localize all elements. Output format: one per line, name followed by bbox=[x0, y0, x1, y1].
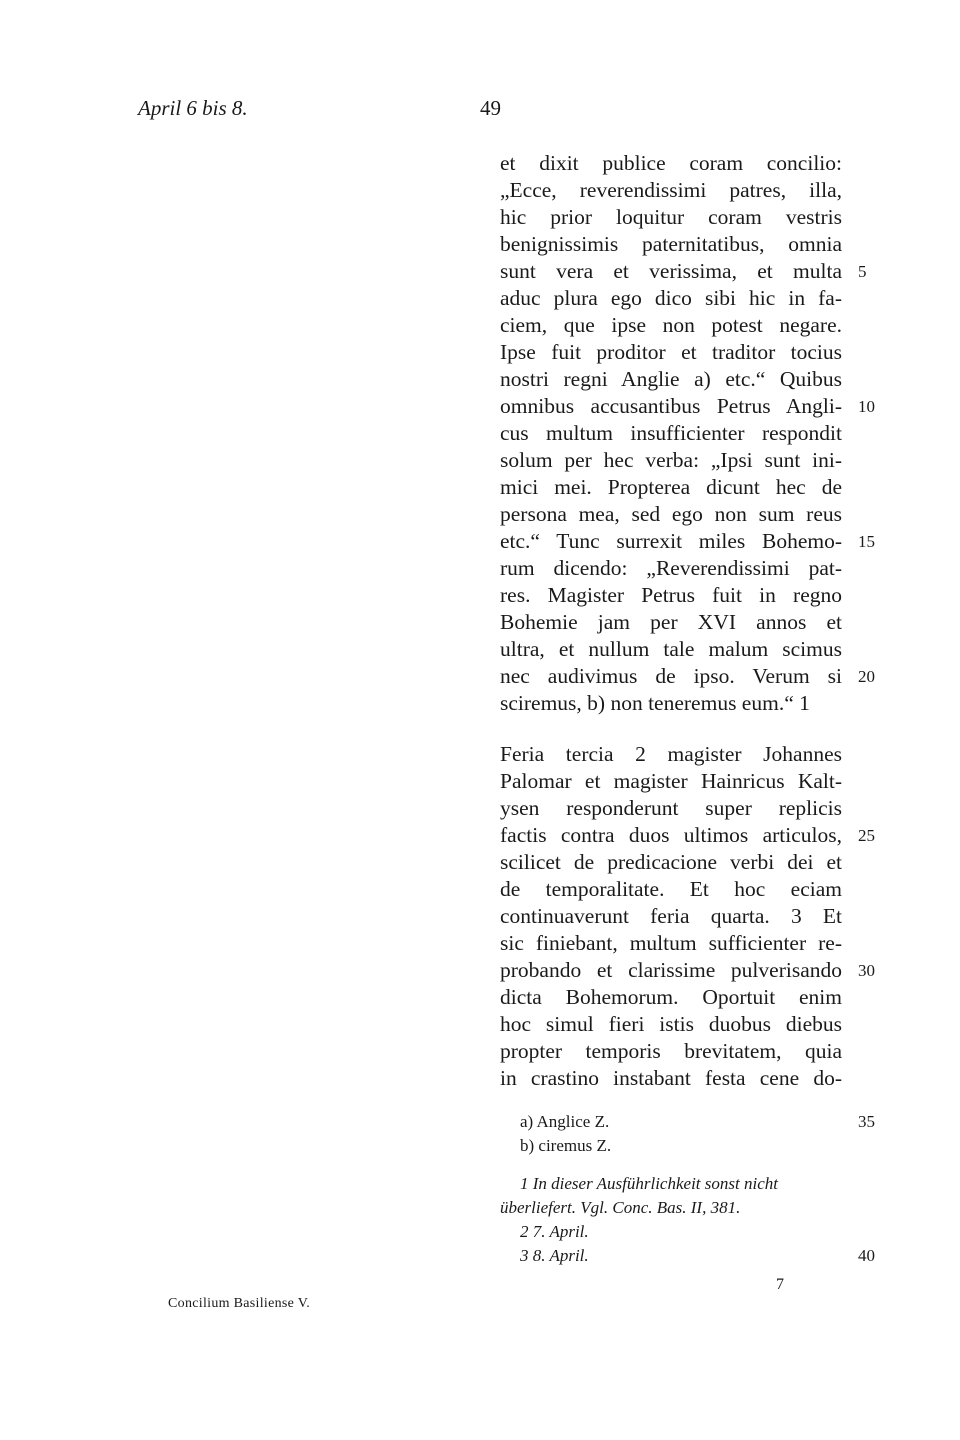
line-number: 35 bbox=[858, 1112, 875, 1131]
text-line: omnibus accusantibus Petrus Angli- bbox=[500, 394, 842, 418]
line-number: 20 bbox=[858, 667, 875, 686]
text-line: etc.“ Tunc surrexit miles Bohemo- bbox=[500, 529, 842, 553]
text-line: dicta Bohemorum. Oportuit enim bbox=[500, 985, 842, 1009]
footnote: 1 In dieser Ausführlichkeit sonst nicht bbox=[520, 1174, 778, 1193]
text-line: de temporalitate. Et hoc eciam bbox=[500, 877, 842, 901]
footnote: 2 7. April. bbox=[520, 1222, 589, 1241]
text-line: mici mei. Propterea dicunt hec de bbox=[500, 475, 842, 499]
line-number: 5 bbox=[858, 262, 867, 281]
text-line: sunt vera et verissima, et multa bbox=[500, 259, 842, 283]
text-line: probando et clarissime pulverisando bbox=[500, 958, 842, 982]
apparatus-note: a) Anglice Z. bbox=[520, 1112, 610, 1131]
text-line: persona mea, sed ego non sum reus bbox=[500, 502, 842, 526]
page-number: 49 bbox=[480, 96, 501, 120]
text-line: propter temporis brevitatem, quia bbox=[500, 1039, 842, 1063]
text-line: solum per hec verba: „Ipsi sunt ini- bbox=[500, 448, 842, 472]
line-number: 40 bbox=[858, 1246, 875, 1265]
line-number: 25 bbox=[858, 826, 875, 845]
text-line: Palomar et magister Hainricus Kalt- bbox=[500, 769, 842, 793]
text-line: scilicet de predicacione verbi dei et bbox=[500, 850, 842, 874]
signature-mark: 7 bbox=[776, 1276, 784, 1293]
text-line: et dixit publice coram concilio: bbox=[500, 151, 842, 175]
text-line: rum dicendo: „Reverendissimi pat- bbox=[500, 556, 842, 580]
text-line: in crastino instabant festa cene do- bbox=[500, 1066, 842, 1090]
text-line: benignissimis paternitatibus, omnia bbox=[500, 232, 842, 256]
text-line: nec audivimus de ipso. Verum si bbox=[500, 664, 842, 688]
text-line: sciremus, b) non teneremus eum.“ 1 bbox=[500, 691, 810, 715]
text-line: nostri regni Anglie a) etc.“ Quibus bbox=[500, 367, 842, 391]
text-line: aduc plura ego dico sibi hic in fa- bbox=[500, 286, 842, 310]
text-line: sic finiebant, multum sufficienter re- bbox=[500, 931, 842, 955]
signature-line: Concilium Basiliense V. bbox=[168, 1296, 311, 1311]
text-line: Feria tercia 2 magister Johannes bbox=[500, 742, 842, 766]
text-line: Ipse fuit proditor et traditor tocius bbox=[500, 340, 842, 364]
text-line: ysen responderunt super replicis bbox=[500, 796, 842, 820]
line-number: 10 bbox=[858, 397, 875, 416]
line-number: 30 bbox=[858, 961, 875, 980]
text-line: cus multum insufficienter respondit bbox=[500, 421, 842, 445]
text-line: „Ecce, reverendissimi patres, illa, bbox=[500, 178, 842, 202]
text-line: continuaverunt feria quarta. 3 Et bbox=[500, 904, 842, 928]
text-line: Bohemie jam per XVI annos et bbox=[500, 610, 842, 634]
text-line: res. Magister Petrus fuit in regno bbox=[500, 583, 842, 607]
text-line: ultra, et nullum tale malum scimus bbox=[500, 637, 842, 661]
footnote: 3 8. April. bbox=[520, 1246, 589, 1265]
line-number: 15 bbox=[858, 532, 875, 551]
text-line: hic prior loquitur coram vestris bbox=[500, 205, 842, 229]
text-line: hoc simul fieri istis duobus diebus bbox=[500, 1012, 842, 1036]
running-head: April 6 bis 8. bbox=[138, 96, 248, 120]
footnote: überliefert. Vgl. Conc. Bas. II, 381. bbox=[500, 1198, 741, 1217]
text-line: ciem, que ipse non potest negare. bbox=[500, 313, 842, 337]
text-line: factis contra duos ultimos articulos, bbox=[500, 823, 842, 847]
apparatus-note: b) ciremus Z. bbox=[520, 1136, 612, 1155]
